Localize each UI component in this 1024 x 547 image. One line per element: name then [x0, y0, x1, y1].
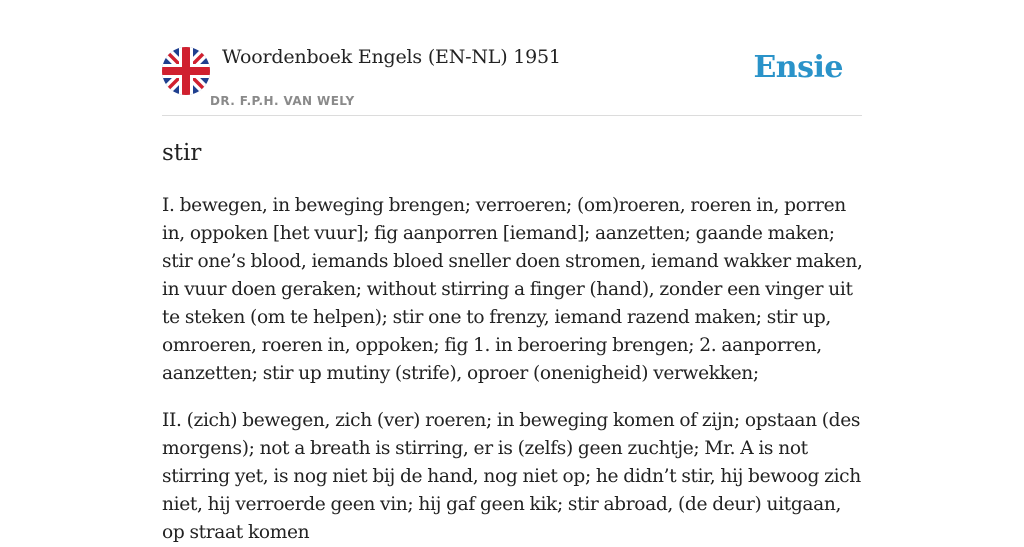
brand-logo[interactable]: Ensie — [753, 50, 843, 85]
dictionary-header — [162, 45, 862, 116]
uk-flag-icon — [162, 47, 210, 95]
entry-headword: stir — [162, 140, 202, 166]
dictionary-title[interactable]: Woordenboek Engels (EN-NL) 1951 — [222, 46, 561, 68]
entry-definition-2: II. (zich) bewegen, zich (ver) roeren; in beweging komen of zijn; opstaan (des morgens); not a breath is stirring, er is (zelfs) geen zuchtje; Mr. A is not stirring yet, is nog niet bij de hand, nog niet op; he didn’t stir, hij bewoog zich niet, hij verroerde geen vin; hij gaf geen kik; stir abroad, (de deur) uitgaan, op straat komen — [162, 410, 861, 543]
entry-definition-1: I. bewegen, in beweging brengen; verroeren; (om)roeren, roeren in, porren in, oppoken [het vuur]; fig aanporren [iemand]; aanzetten; gaande maken; stir one’s blood, iemands bloed sneller doen stromen, iemand wakker maken, in vuur doen geraken; without stirring a finger (hand), zonder een vinger uit te steken (om te helpen); stir one to frenzy, iemand razend maken; stir up, omroeren, roeren in, oppoken; fig 1. in beroering brengen; 2. aanporren, aanzetten; stir up mutiny (strife), oproer (onenigheid) verwekken; — [162, 195, 863, 384]
dictionary-author: DR. F.P.H. VAN WELY — [210, 94, 355, 108]
